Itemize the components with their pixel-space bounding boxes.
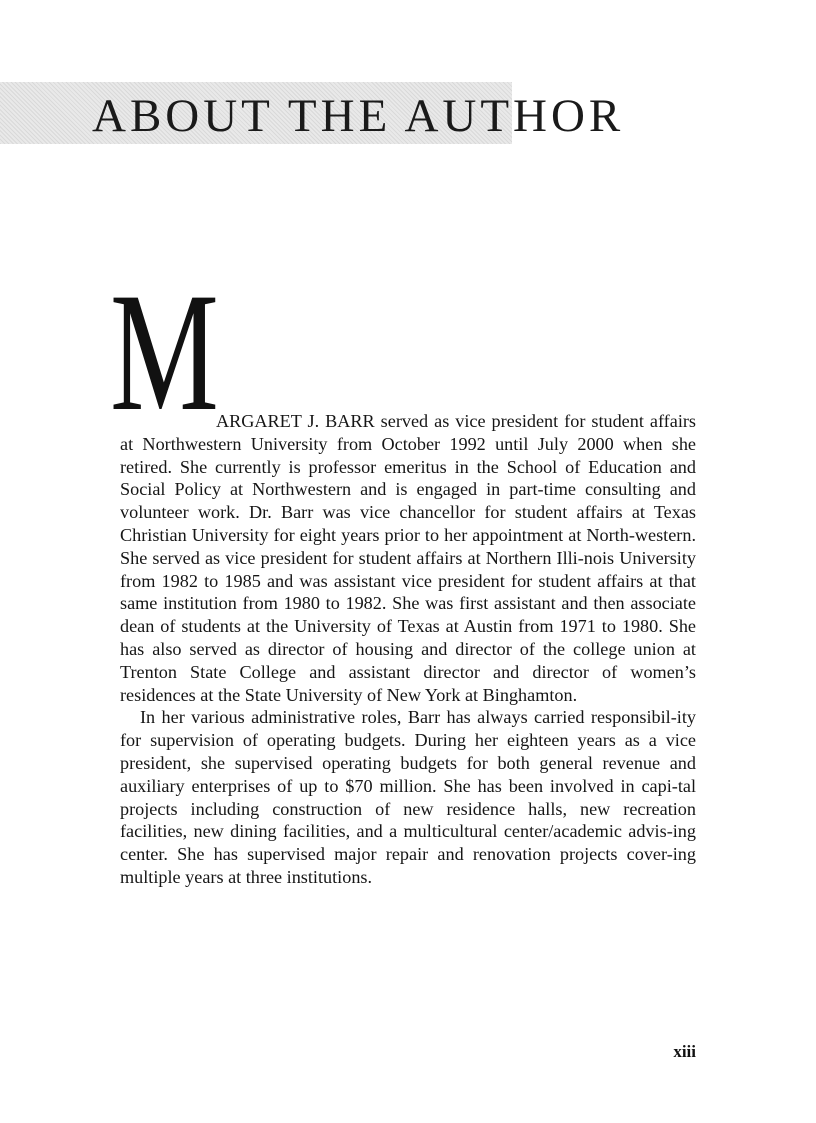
author-bio: [120, 410, 696, 889]
page-number: xiii: [673, 1042, 696, 1061]
lead-caps: ARGARET J. BARR: [216, 411, 375, 431]
bio-paragraph-1: [120, 410, 696, 706]
page-title: ABOUT THE AUTHOR: [92, 90, 625, 142]
bio-paragraph-2: In her various administrative roles, Barr has always carried responsibil-ity for supervision of operating budgets. During her eighteen years as a vice president, she supervised operating budgets for both general revenue and auxiliary enterprises of up to $70 million. She has been involved in capi-tal projects including construction of new residence halls, new recreation facilities, new dining facilities, and a multicultural center/academic advis-ing center. She has supervised major repair and renovation projects cover-ing multiple years at three institutions.: [120, 707, 696, 887]
drop-cap: M: [110, 258, 219, 446]
bio-paragraph-1-text: served as vice president for student affairs at Northwestern University from October 1992 until July 2000 when she retired. She currently is professor emeritus in the School of Education and Social Policy at Northwestern and is engaged in part-time consulting and volunteer work. Dr. Barr was vice chancellor for student affairs at Texas Christian University for eight years prior to her appointment at North-western. She served as vice president for student affairs at Northern Illi-nois University from 1982 to 1985 and was assistant vice president for student affairs at that same institution from 1980 to 1982. She was first assistant and then associate dean of students at the University of Texas at Austin from 1971 to 1980. She has also served as director of housing and director of the college union at Trenton State College and assistant director and director of women’s residences at the State University of New York at Binghamton.: [120, 411, 697, 705]
